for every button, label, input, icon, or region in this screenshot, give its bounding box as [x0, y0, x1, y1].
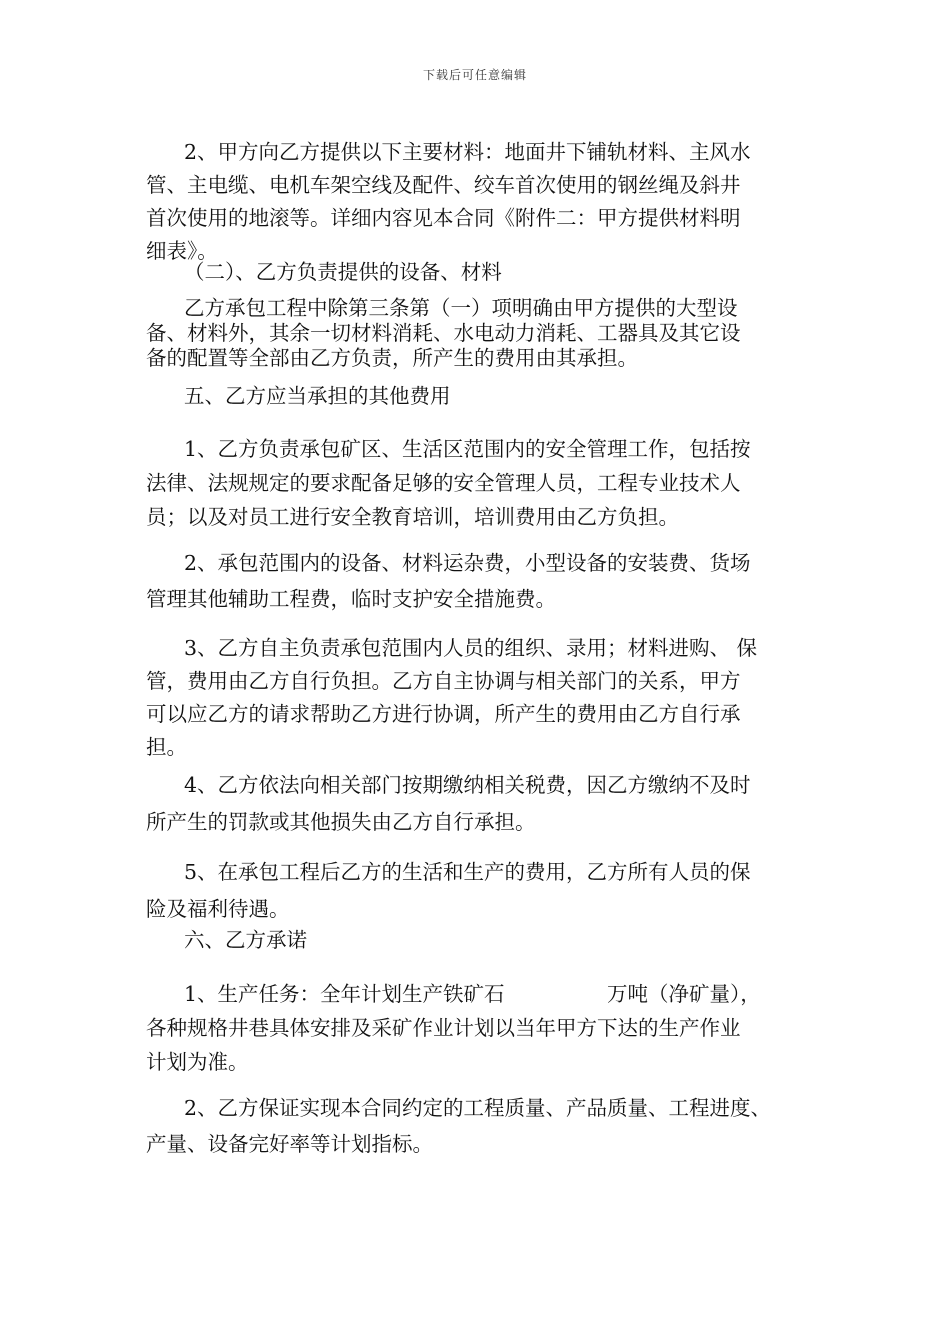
text-line: 5、在承包工程后乙方的生活和生产的费用，乙方所有人员的保: [184, 860, 751, 884]
paragraph: [146, 545, 814, 617]
text-line: 细表》。: [146, 239, 218, 263]
text-line: 产量、设备完好率等计划指标。: [146, 1132, 433, 1156]
paragraph: [146, 977, 814, 1079]
text-line: 2、承包范围内的设备、材料运杂费，小型设备的安装费、货场: [184, 551, 751, 575]
text-line: 险及福利待遇。: [146, 897, 290, 921]
section-heading: [146, 928, 814, 953]
text-line: 六、乙方承诺: [184, 928, 307, 952]
text-line: 各种规格井巷具体安排及采矿作业计划以当年甲方下达的生产作业: [146, 1016, 741, 1040]
text-line: 4、乙方依法向相关部门按期缴纳相关税费，因乙方缴纳不及时: [184, 773, 751, 797]
paragraph: [146, 432, 814, 534]
paragraph: [146, 1090, 814, 1162]
text-line: 所产生的罚款或其他损失由乙方自行承担。: [146, 810, 536, 834]
text-line: 备、材料外，其余一切材料消耗、水电动力消耗、工器具及其它设: [146, 321, 741, 345]
text-line: 3、乙方自主负责承包范围内人员的组织、录用；材料进购、 保: [184, 636, 758, 660]
text-line: 可以应乙方的请求帮助乙方进行协调，所产生的费用由乙方自行承: [146, 702, 741, 726]
paragraph: [146, 296, 814, 371]
text-line: 乙方承包工程中除第三条第（一）项明确由甲方提供的大型设: [184, 296, 738, 320]
text-line: 2、乙方保证实现本合同约定的工程质量、产品质量、工程进度、: [184, 1096, 772, 1120]
text-line: 管理其他辅助工程费，临时支护安全措施费。: [146, 587, 556, 611]
page-header: 下载后可任意编辑: [422, 68, 527, 82]
section-heading: [146, 260, 814, 285]
section-heading: [146, 384, 814, 409]
paragraph: [146, 767, 814, 841]
text-line: 首次使用的地滚等。详细内容见本合同《附件二：甲方提供材料明: [146, 206, 741, 230]
text-line: 法律、法规规定的要求配备足够的安全管理人员，工程专业技术人: [146, 471, 741, 495]
text-line: 管，费用由乙方自行负担。乙方自主协调与相关部门的关系，甲方: [146, 669, 741, 693]
text-line: 2、甲方向乙方提供以下主要材料：地面井下铺轨材料、主风水: [184, 140, 751, 164]
text-line: 1、乙方负责承包矿区、生活区范围内的安全管理工作，包括按: [184, 437, 751, 461]
paragraph: [146, 854, 814, 928]
text-line: 员；以及对员工进行安全教育培训，培训费用由乙方负担。: [146, 505, 679, 529]
text-line: 备的配置等全部由乙方负责，所产生的费用由其承担。: [146, 346, 638, 370]
text-line: 管、主电缆、电机车架空线及配件、绞车首次使用的钢丝绳及斜井: [146, 173, 741, 197]
paragraph: [146, 136, 814, 268]
text-line: 计划为准。: [146, 1050, 249, 1074]
text-line: 1、生产任务：全年计划生产铁矿石 万吨（净矿量），: [184, 982, 761, 1006]
text-line: （二）、乙方负责提供的设备、材料: [184, 260, 502, 284]
text-line: 担。: [146, 735, 187, 759]
text-line: 五、乙方应当承担的其他费用: [184, 384, 451, 408]
paragraph: [146, 632, 814, 764]
